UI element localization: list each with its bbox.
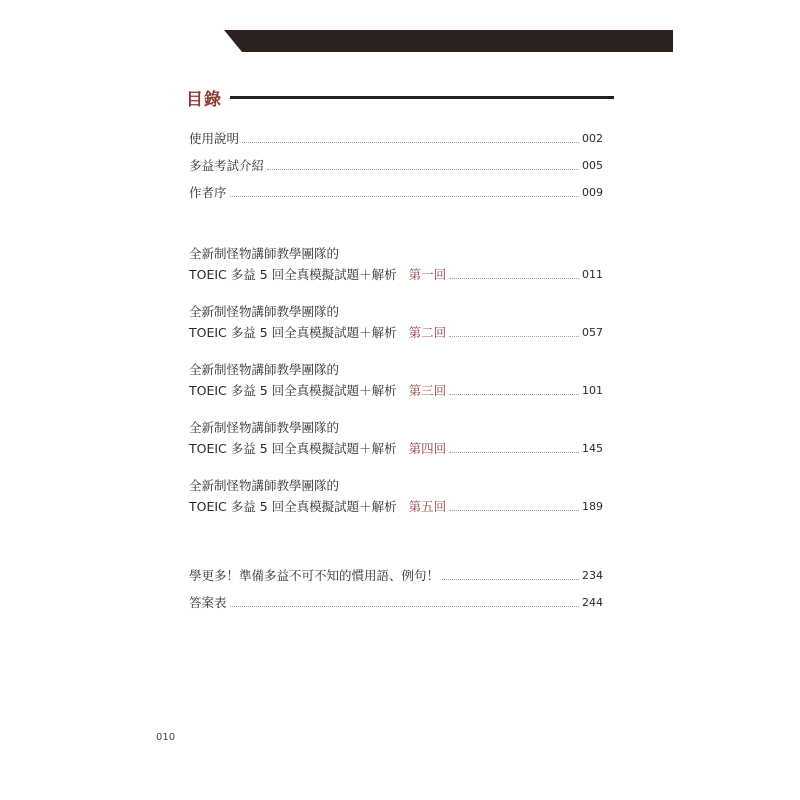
test-round: 第二回 [408, 325, 447, 340]
toc-entry-label: 使用說明 [189, 131, 240, 146]
dot-leader [230, 196, 579, 197]
test-round: 第三回 [408, 383, 447, 398]
toc-heading [186, 84, 614, 110]
toc-entry-test-2[interactable] [189, 323, 603, 341]
dot-leader [267, 169, 579, 170]
test-5-heading: 全新制怪物講師教學團隊的 [189, 478, 340, 493]
toc-entry-page: 011 [582, 268, 603, 281]
toc-entry-test-3[interactable] [189, 381, 603, 399]
toc-entry-label: 多益考試介紹 [189, 158, 265, 173]
toc-entry-label: 作者序 [189, 185, 227, 200]
toc-entry-usage[interactable] [189, 129, 603, 147]
test-1-heading: 全新制怪物講師教學團隊的 [189, 246, 340, 261]
toc-entry-page: 005 [582, 159, 603, 172]
toc-entry-page: 244 [582, 596, 603, 609]
test-round: 第一回 [408, 267, 447, 282]
test-title: TOEIC 多益 5 回全真模擬試題＋解析 [189, 325, 397, 340]
test-round: 第四回 [408, 441, 447, 456]
toc-entry-test-5[interactable] [189, 497, 603, 515]
dot-leader [230, 606, 579, 607]
toc-entry-page: 002 [582, 132, 603, 145]
toc-entry-page: 234 [582, 569, 603, 582]
toc-entry-page: 145 [582, 442, 603, 455]
toc-entry-page: 009 [582, 186, 603, 199]
toc-entry-preface[interactable] [189, 183, 603, 201]
test-3-heading: 全新制怪物講師教學團隊的 [189, 362, 340, 377]
toc-entry-page: 057 [582, 326, 603, 339]
dot-leader [449, 336, 579, 337]
toc-entry-page: 101 [582, 384, 603, 397]
heading-rule [230, 96, 614, 99]
dot-leader [449, 510, 579, 511]
toc-entry-exam-intro[interactable] [189, 156, 603, 174]
toc-entry-test-4[interactable] [189, 439, 603, 457]
dot-leader [449, 452, 579, 453]
dot-leader [449, 278, 579, 279]
page-number: 010 [156, 732, 176, 743]
toc-entry-label: 答案表 [189, 595, 227, 610]
dot-leader [442, 579, 579, 580]
toc-entry-label: 學更多！準備多益不可不知的慣用語、例句！ [189, 568, 440, 583]
test-title: TOEIC 多益 5 回全真模擬試題＋解析 [189, 267, 397, 282]
test-4-heading: 全新制怪物講師教學團隊的 [189, 420, 340, 435]
toc-entry-test-1[interactable] [189, 265, 603, 283]
dot-leader [449, 394, 579, 395]
toc-entry-answer-sheet[interactable] [189, 593, 603, 611]
toc-entry-learn-more[interactable] [189, 566, 603, 584]
header-band [224, 30, 673, 52]
test-title: TOEIC 多益 5 回全真模擬試題＋解析 [189, 383, 397, 398]
toc-entry-page: 189 [582, 500, 603, 513]
test-round: 第五回 [408, 499, 447, 514]
dot-leader [242, 142, 579, 143]
test-title: TOEIC 多益 5 回全真模擬試題＋解析 [189, 499, 397, 514]
toc-title: 目錄 [186, 89, 222, 110]
test-2-heading: 全新制怪物講師教學團隊的 [189, 304, 340, 319]
test-title: TOEIC 多益 5 回全真模擬試題＋解析 [189, 441, 397, 456]
